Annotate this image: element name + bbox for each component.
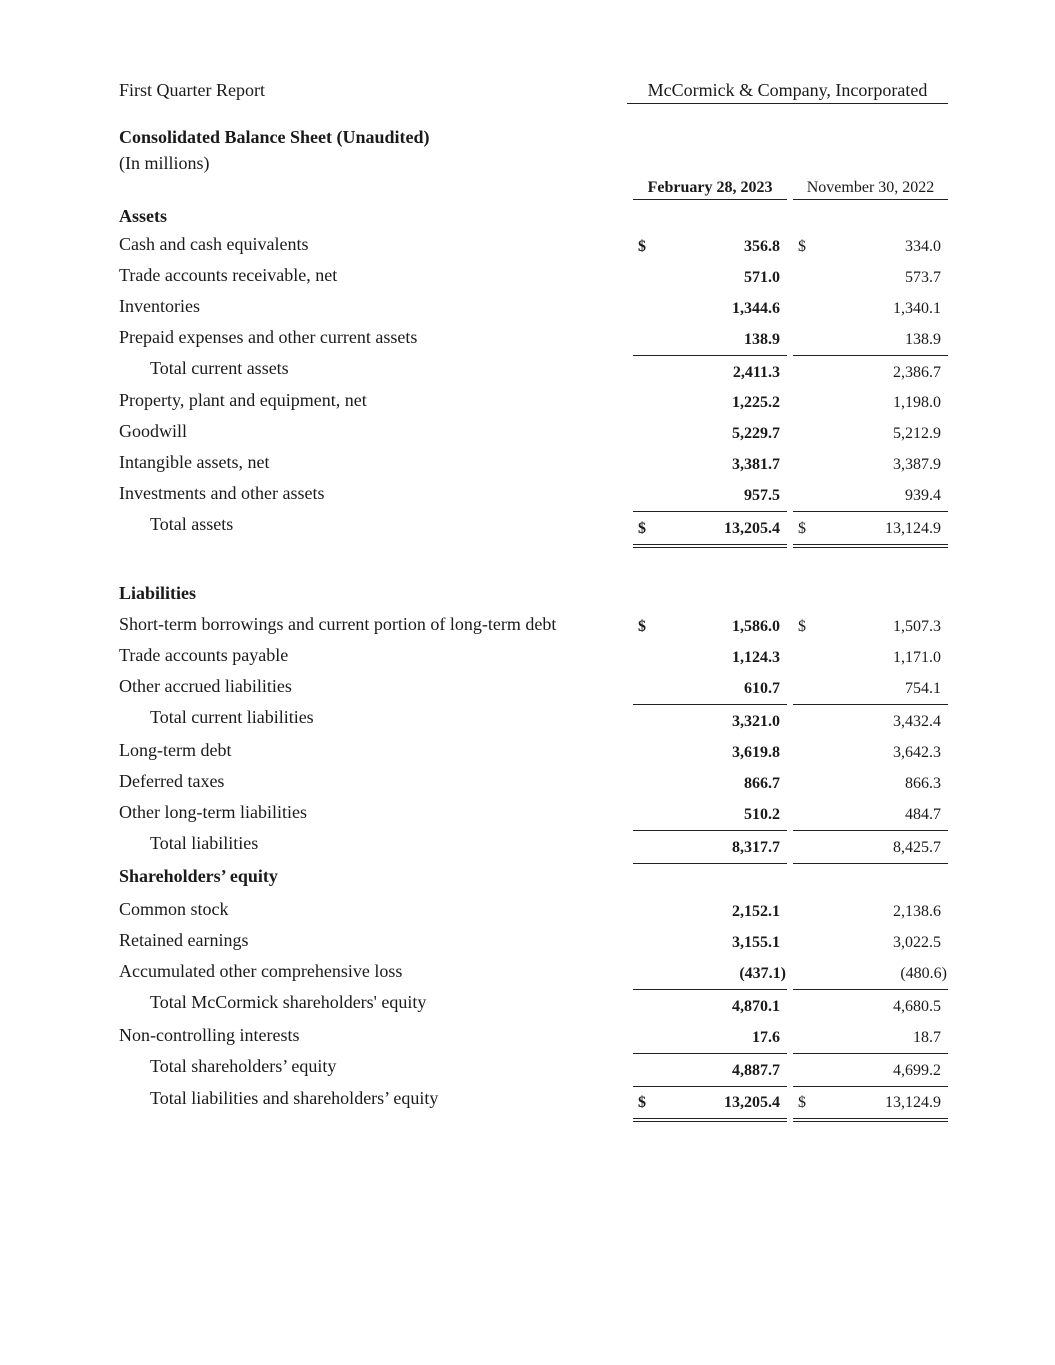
- value-current: 3,381.7: [732, 456, 780, 473]
- table-row: [0, 1025, 1055, 1056]
- table-row: [0, 265, 1055, 296]
- value-current: 957.5: [633, 487, 787, 512]
- value-prior: 3,387.9: [893, 456, 941, 473]
- table-row: [0, 390, 1055, 421]
- table-row: [0, 452, 1055, 483]
- value-current: 1,344.6: [732, 300, 780, 317]
- row-label: Non-controlling interests: [119, 1025, 300, 1045]
- table-row: [0, 899, 1055, 930]
- value-current: $ 356.8: [638, 238, 780, 255]
- table-row: [0, 421, 1055, 452]
- row-label: Intangible assets, net: [119, 452, 270, 472]
- value-prior: 3,432.4: [893, 713, 941, 730]
- value-current: 2,411.3: [732, 364, 780, 381]
- value-current: 3,321.0: [732, 713, 780, 730]
- column-header-current: February 28, 2023: [633, 179, 787, 200]
- section-label: Assets: [119, 206, 167, 226]
- section-label: Shareholders’ equity: [119, 866, 278, 886]
- value-prior: 4,699.2: [793, 1062, 948, 1087]
- row-label: Total liabilities and shareholders’ equity: [150, 1088, 439, 1108]
- table-row-total: [0, 833, 1055, 864]
- table-row: [0, 234, 1055, 265]
- table-row: [0, 771, 1055, 802]
- row-label: Total assets: [150, 514, 234, 534]
- value-current: 571.0: [744, 269, 780, 286]
- value-prior: $ 334.0: [798, 238, 941, 255]
- value-current: 3,155.1: [732, 934, 780, 951]
- value-prior: 3,642.3: [893, 744, 941, 761]
- value-prior: 138.9: [793, 331, 948, 356]
- row-label: Short-term borrowings and current portion of long-term debt: [119, 614, 557, 634]
- value-current: $ 1,586.0: [638, 618, 780, 635]
- row-label: Total current liabilities: [150, 707, 314, 727]
- section-heading-equity: [0, 866, 1055, 897]
- value-prior: 754.1: [793, 680, 948, 705]
- table-row-total: [0, 707, 1055, 738]
- table-row-grand-total: [0, 514, 1055, 545]
- value-current: $ 13,205.4: [633, 1094, 787, 1122]
- value-prior: 18.7: [793, 1029, 948, 1054]
- value-prior: 1,340.1: [893, 300, 941, 317]
- table-row: [0, 930, 1055, 961]
- row-label: Property, plant and equipment, net: [119, 390, 367, 410]
- value-prior: 3,022.5: [893, 934, 941, 951]
- statement-title: Consolidated Balance Sheet (Unaudited): [119, 127, 430, 147]
- value-current: 4,870.1: [732, 998, 780, 1015]
- value-prior: $ 1,507.3: [798, 618, 941, 635]
- row-label: Total McCormick shareholders' equity: [150, 992, 427, 1012]
- value-prior: 866.3: [905, 775, 941, 792]
- value-current: 510.2: [633, 806, 787, 831]
- table-row-total: [0, 358, 1055, 389]
- row-label: Common stock: [119, 899, 229, 919]
- row-label: Trade accounts payable: [119, 645, 289, 665]
- value-current: 1,124.3: [732, 649, 780, 666]
- table-row: [0, 740, 1055, 771]
- table-row: [0, 961, 1055, 992]
- report-name: First Quarter Report: [119, 80, 265, 100]
- table-row: [0, 802, 1055, 833]
- column-header-prior: November 30, 2022: [793, 179, 948, 200]
- value-current: 4,887.7: [633, 1062, 787, 1087]
- row-label: Goodwill: [119, 421, 188, 441]
- row-label: Other long-term liabilities: [119, 802, 307, 822]
- table-row: [0, 645, 1055, 676]
- row-label: Deferred taxes: [119, 771, 225, 791]
- table-row-total: [0, 1056, 1055, 1087]
- value-current: 8,317.7: [633, 839, 787, 864]
- value-prior: 8,425.7: [793, 839, 948, 864]
- value-prior: 4,680.5: [893, 998, 941, 1015]
- row-label: Investments and other assets: [119, 483, 325, 503]
- value-current: $ 13,205.4: [633, 520, 787, 548]
- value-current: 3,619.8: [732, 744, 780, 761]
- value-current: 138.9: [633, 331, 787, 356]
- row-label: Retained earnings: [119, 930, 249, 950]
- row-label: Other accrued liabilities: [119, 676, 292, 696]
- row-label: Cash and cash equivalents: [119, 234, 309, 254]
- row-label: Long-term debt: [119, 740, 232, 760]
- row-label: Inventories: [119, 296, 200, 316]
- table-row: [0, 296, 1055, 327]
- value-prior: 939.4: [793, 487, 948, 512]
- value-prior: 573.7: [905, 269, 941, 286]
- row-label: Total liabilities: [150, 833, 259, 853]
- table-row-total: [0, 992, 1055, 1023]
- value-prior: 2,138.6: [893, 903, 941, 920]
- table-row: [0, 327, 1055, 358]
- company-name: McCormick & Company, Incorporated: [627, 80, 948, 104]
- value-current: 5,229.7: [732, 425, 780, 442]
- row-label: Total shareholders’ equity: [150, 1056, 337, 1076]
- value-prior: 1,198.0: [893, 394, 941, 411]
- section-heading-assets: [0, 206, 1055, 237]
- value-prior: 1,171.0: [893, 649, 941, 666]
- value-current: 2,152.1: [732, 903, 780, 920]
- section-heading-liabilities: [0, 583, 1055, 614]
- value-current: 866.7: [744, 775, 780, 792]
- table-row: [0, 676, 1055, 707]
- table-row: [0, 614, 1055, 645]
- value-current: (437.1): [633, 965, 787, 990]
- value-prior: $ 13,124.9: [793, 1094, 948, 1122]
- row-label: Total current assets: [150, 358, 289, 378]
- value-prior: 2,386.7: [893, 364, 941, 381]
- value-prior: 484.7: [793, 806, 948, 831]
- row-label: Accumulated other comprehensive loss: [119, 961, 403, 981]
- value-prior: $ 13,124.9: [793, 520, 948, 548]
- row-label: Prepaid expenses and other current assets: [119, 327, 418, 347]
- row-label: Trade accounts receivable, net: [119, 265, 338, 285]
- statement-subtitle: (In millions): [119, 153, 210, 173]
- value-current: 610.7: [633, 680, 787, 705]
- value-current: 17.6: [633, 1029, 787, 1054]
- value-prior: 5,212.9: [893, 425, 941, 442]
- section-label: Liabilities: [119, 583, 197, 603]
- value-prior: (480.6): [793, 965, 948, 990]
- table-row-grand-total: [0, 1088, 1055, 1119]
- table-row: [0, 483, 1055, 514]
- value-current: 1,225.2: [732, 394, 780, 411]
